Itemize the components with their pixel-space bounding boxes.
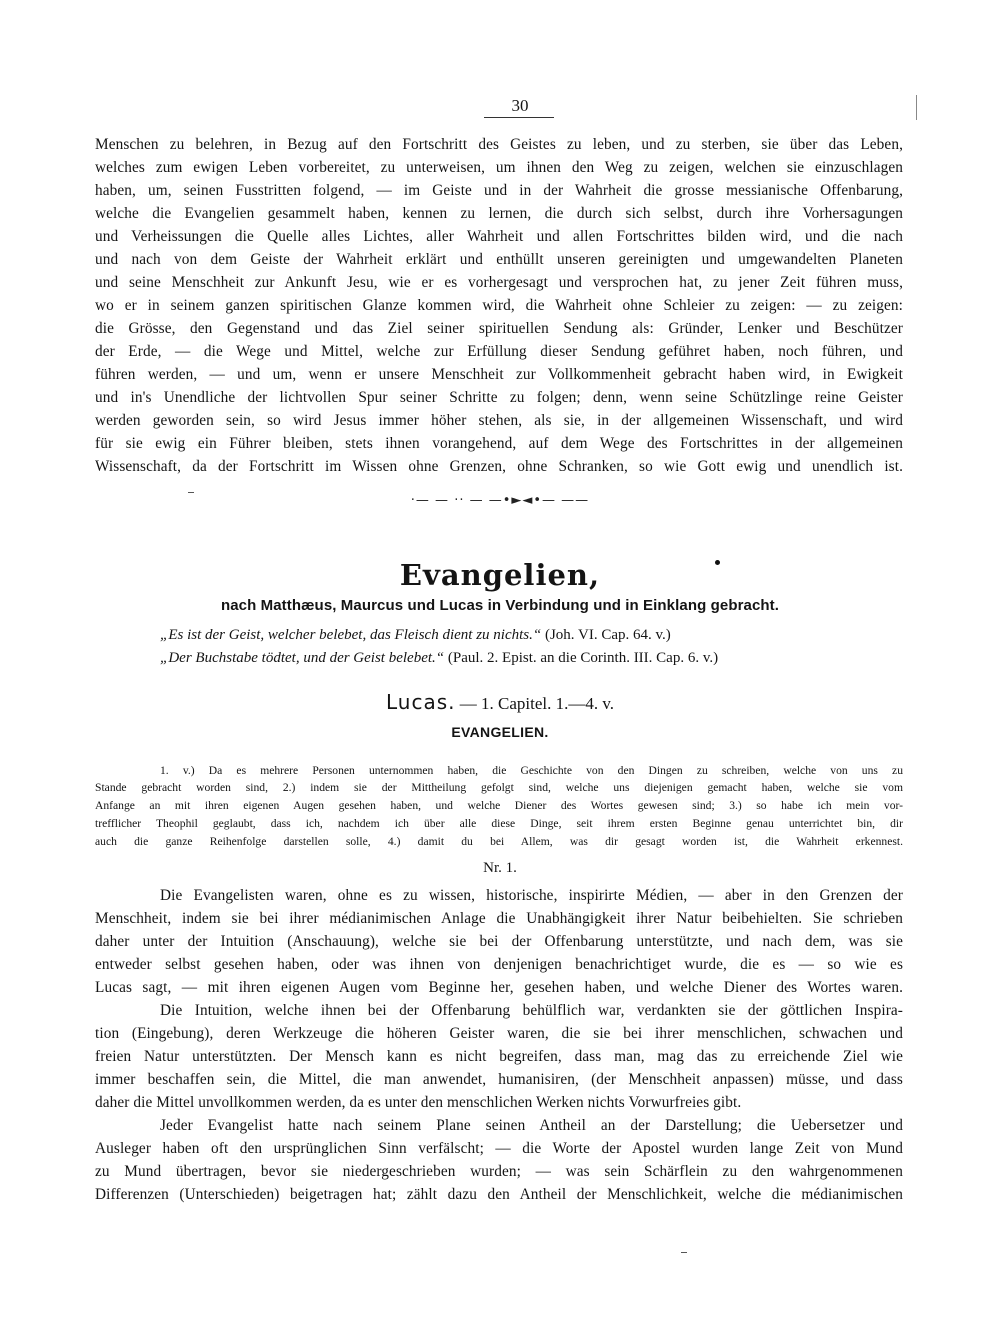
chapter-reference: — 1. Capitel. 1.—4. v. — [455, 694, 614, 713]
section-ornament: ·— — ·· — —•►◄•— —— — [410, 493, 590, 508]
epigraph-quote: „Es ist der Geist, welcher belebet, das Fleisch dient zu nichts.“ — [160, 627, 542, 643]
text-line: zu Mund übertragen, bevor sie niedergeschrieben wurden; — was sein Schärflein zu den wahrgenommenen — [95, 1163, 903, 1180]
text-line: die Grösse, den Gegenstand und das Ziel seiner spirituellen Sendung als: Gründer, Lenker und Beschützer — [95, 320, 903, 337]
text-line: für sie ewig ein Führer bleiben, stets ihnen vorangehend, auf dem Wege des Fortschrittes in der allgemeinen — [95, 435, 903, 452]
text-line: welches zum ewigen Leben vorbereitet, zu unterweisen, um ihnen den Weg zu zeigen, welchen sie einzuschlagen — [95, 159, 903, 176]
text-line: Differenzen (Unterschieden) beigetragen hat; zählt dazu den Antheil der Menschlichkeit, welche die médianimischen — [95, 1186, 903, 1203]
text-line: freien Natur unterstützten. Der Mensch kann es nicht begreifen, dass man, mag das zu erreichende Ziel wie — [95, 1048, 903, 1065]
text-line: werden geworden sein, so wird Jesus immer höher stehen, als sie, in der allgemeinen Wissenschaft, und wird — [95, 412, 903, 429]
text-line: und in's Unendliche der lichtvollen Spur seiner Schritte zu folgen; denn, wenn seine Schützlinge reine Geister — [95, 389, 903, 406]
text-line: haben, um, seinen Fusstritten folgend, — im Geiste und in der Wahrheit die grosse messianische Offenbarung, — [95, 182, 903, 199]
book-name: Lucas. — [386, 690, 456, 714]
text-line: der Erde, — die Wege und Mittel, welche zur Erfüllung dieser Sendung geführet haben, noch führen, und — [95, 343, 903, 360]
text-line: Menschheit, indem sie bei ihrer médianimischen Anlage die Unabhängigkeit ihrer Natur beibehielten. Sie schrieben — [95, 910, 903, 927]
epigraph — [160, 650, 718, 667]
chapter-title: Evangelien, — [399, 558, 601, 592]
text-line: tion (Eingebung), deren Werkzeuge die höheren Geister waren, die sie bei ihrer menschlichen, schwachen und — [95, 1025, 903, 1042]
text-line: und seine Menschheit zur Ankunft Jesu, wie er es vorhergesagt und versprochen hat, zu jener Zeit führen muss, — [95, 274, 903, 291]
text-line: entweder selbst gesehen haben, oder was ihnen von denjenigen benachrichtiget wurde, die es — so wie es — [95, 956, 903, 973]
chapter-heading — [0, 690, 1000, 714]
text-line: und Verheissungen die Quelle alles Lichtes, aller Wahrheit und allen Fortschrittes bilden wird, und die nach — [95, 228, 903, 245]
margin-mark — [916, 95, 917, 120]
verse-line: Stande gebracht worden sind, 2.) indem sie der Mittheilung gefolgt sind, welche uns diejenigen gemacht haben, welche sie vom — [95, 781, 903, 794]
verse-line: Anfange an mit ihren eigenen Augen gesehen haben, und welche Diener des Wortes gewesen sind; 3.) so habe ich mein vor- — [95, 799, 903, 812]
text-line: immer beschaffen sein, die Mittel, die man anwendet, humanisiren, (der Menschheit anpassen) müsse, und dass — [95, 1071, 903, 1088]
section-label: EVANGELIEN. — [451, 724, 549, 740]
text-line: daher die Mittel unvollkommen werden, da es unter den menschlichen Werken nichts Vorwurfreies gibt. — [95, 1094, 742, 1111]
text-line: Ausleger haben oft den ursprünglichen Sinn verfälscht; — die Worte der Apostel wurden lange Zeit von Mund — [95, 1140, 903, 1157]
chapter-subtitle: nach Matthæus, Maurcus und Lucas in Verbindung und in Einklang gebracht. — [220, 597, 780, 614]
verse-line: auch die ganze Reihenfolge darstellen solle, 4.) damit du bei Allem, was dir gesagt worden ist, die Wahrheit erkennest. — [95, 835, 903, 848]
text-line: Die Evangelisten waren, ohne es zu wissen, historische, inspirirte Médien, — aber in den Grenzen der — [160, 887, 903, 904]
page-number: 30 — [511, 96, 529, 115]
epigraph — [160, 627, 671, 644]
epigraph-reference: (Joh. VI. Cap. 64. v.) — [544, 627, 671, 643]
text-line: daher unter der Intuition (Anschauung), welche sie bei der Offenbarung unterstützte, und nach dem, was sie — [95, 933, 903, 950]
text-line: Wissenschaft, da der Fortschritt im Wissen ohne Grenzen, ohne Schranken, so wie Gott ewig und unendlich ist. — [95, 458, 903, 475]
text-line: und nach von dem Geiste der Wahrheit erklärt und enthüllt unseren gereinigten und umgewandelten Planeten — [95, 251, 903, 268]
epigraph-quote: „Der Buchstabe tödtet, und der Geist belebet.“ — [160, 650, 445, 666]
text-line: wo er in seinem ganzen spiritischen Glanze kommen wird, die Wahrheit ohne Schleier zu zeigen: — zu zeigen: — [95, 297, 903, 314]
epigraph-reference: (Paul. 2. Epist. an die Corinth. III. Cap. 6. v.) — [447, 650, 719, 666]
print-speck — [715, 560, 720, 565]
print-speck — [681, 1252, 687, 1253]
text-line: Die Intuition, welche ihnen bei der Offenbarung behülflich war, verdankten sie der göttlichen Inspira- — [160, 1002, 903, 1019]
text-line: Lucas sagt, — mit ihren eigenen Augen vom Beginne her, gesehen haben, und welche Diener des Wortes waren. — [95, 979, 903, 996]
text-line: Menschen zu belehren, in Bezug auf den Fortschritt des Geistes zu leben, und zu sterben, sie über das Leben, — [95, 136, 903, 153]
note-number: Nr. 1. — [483, 860, 517, 876]
text-line: Jeder Evangelist hatte nach seinem Plane seinen Antheil an der Darstellung; die Uebersetzer und — [160, 1117, 903, 1134]
text-line: führen werden, — und um, wenn er unsere Menschheit zur Vollkommenheit gebracht haben wird, in Ewigkeit — [95, 366, 903, 383]
page-number-rule — [484, 117, 554, 118]
verse-line: trefflicher Theophil geglaubt, dass ich, nachdem ich über alle diese Dinge, seit ihrem ersten Beginne genau unterrichtet bin, dir — [95, 817, 903, 830]
text-line: welche die Evangelien gesammelt haben, kennen zu lernen, die durch sich selbst, durch ihre Vorhersagungen — [95, 205, 903, 222]
verse-line: 1. v.) Da es mehrere Personen unternommen haben, die Geschichte von den Dingen zu schreiben, welche von uns zu — [160, 764, 903, 777]
